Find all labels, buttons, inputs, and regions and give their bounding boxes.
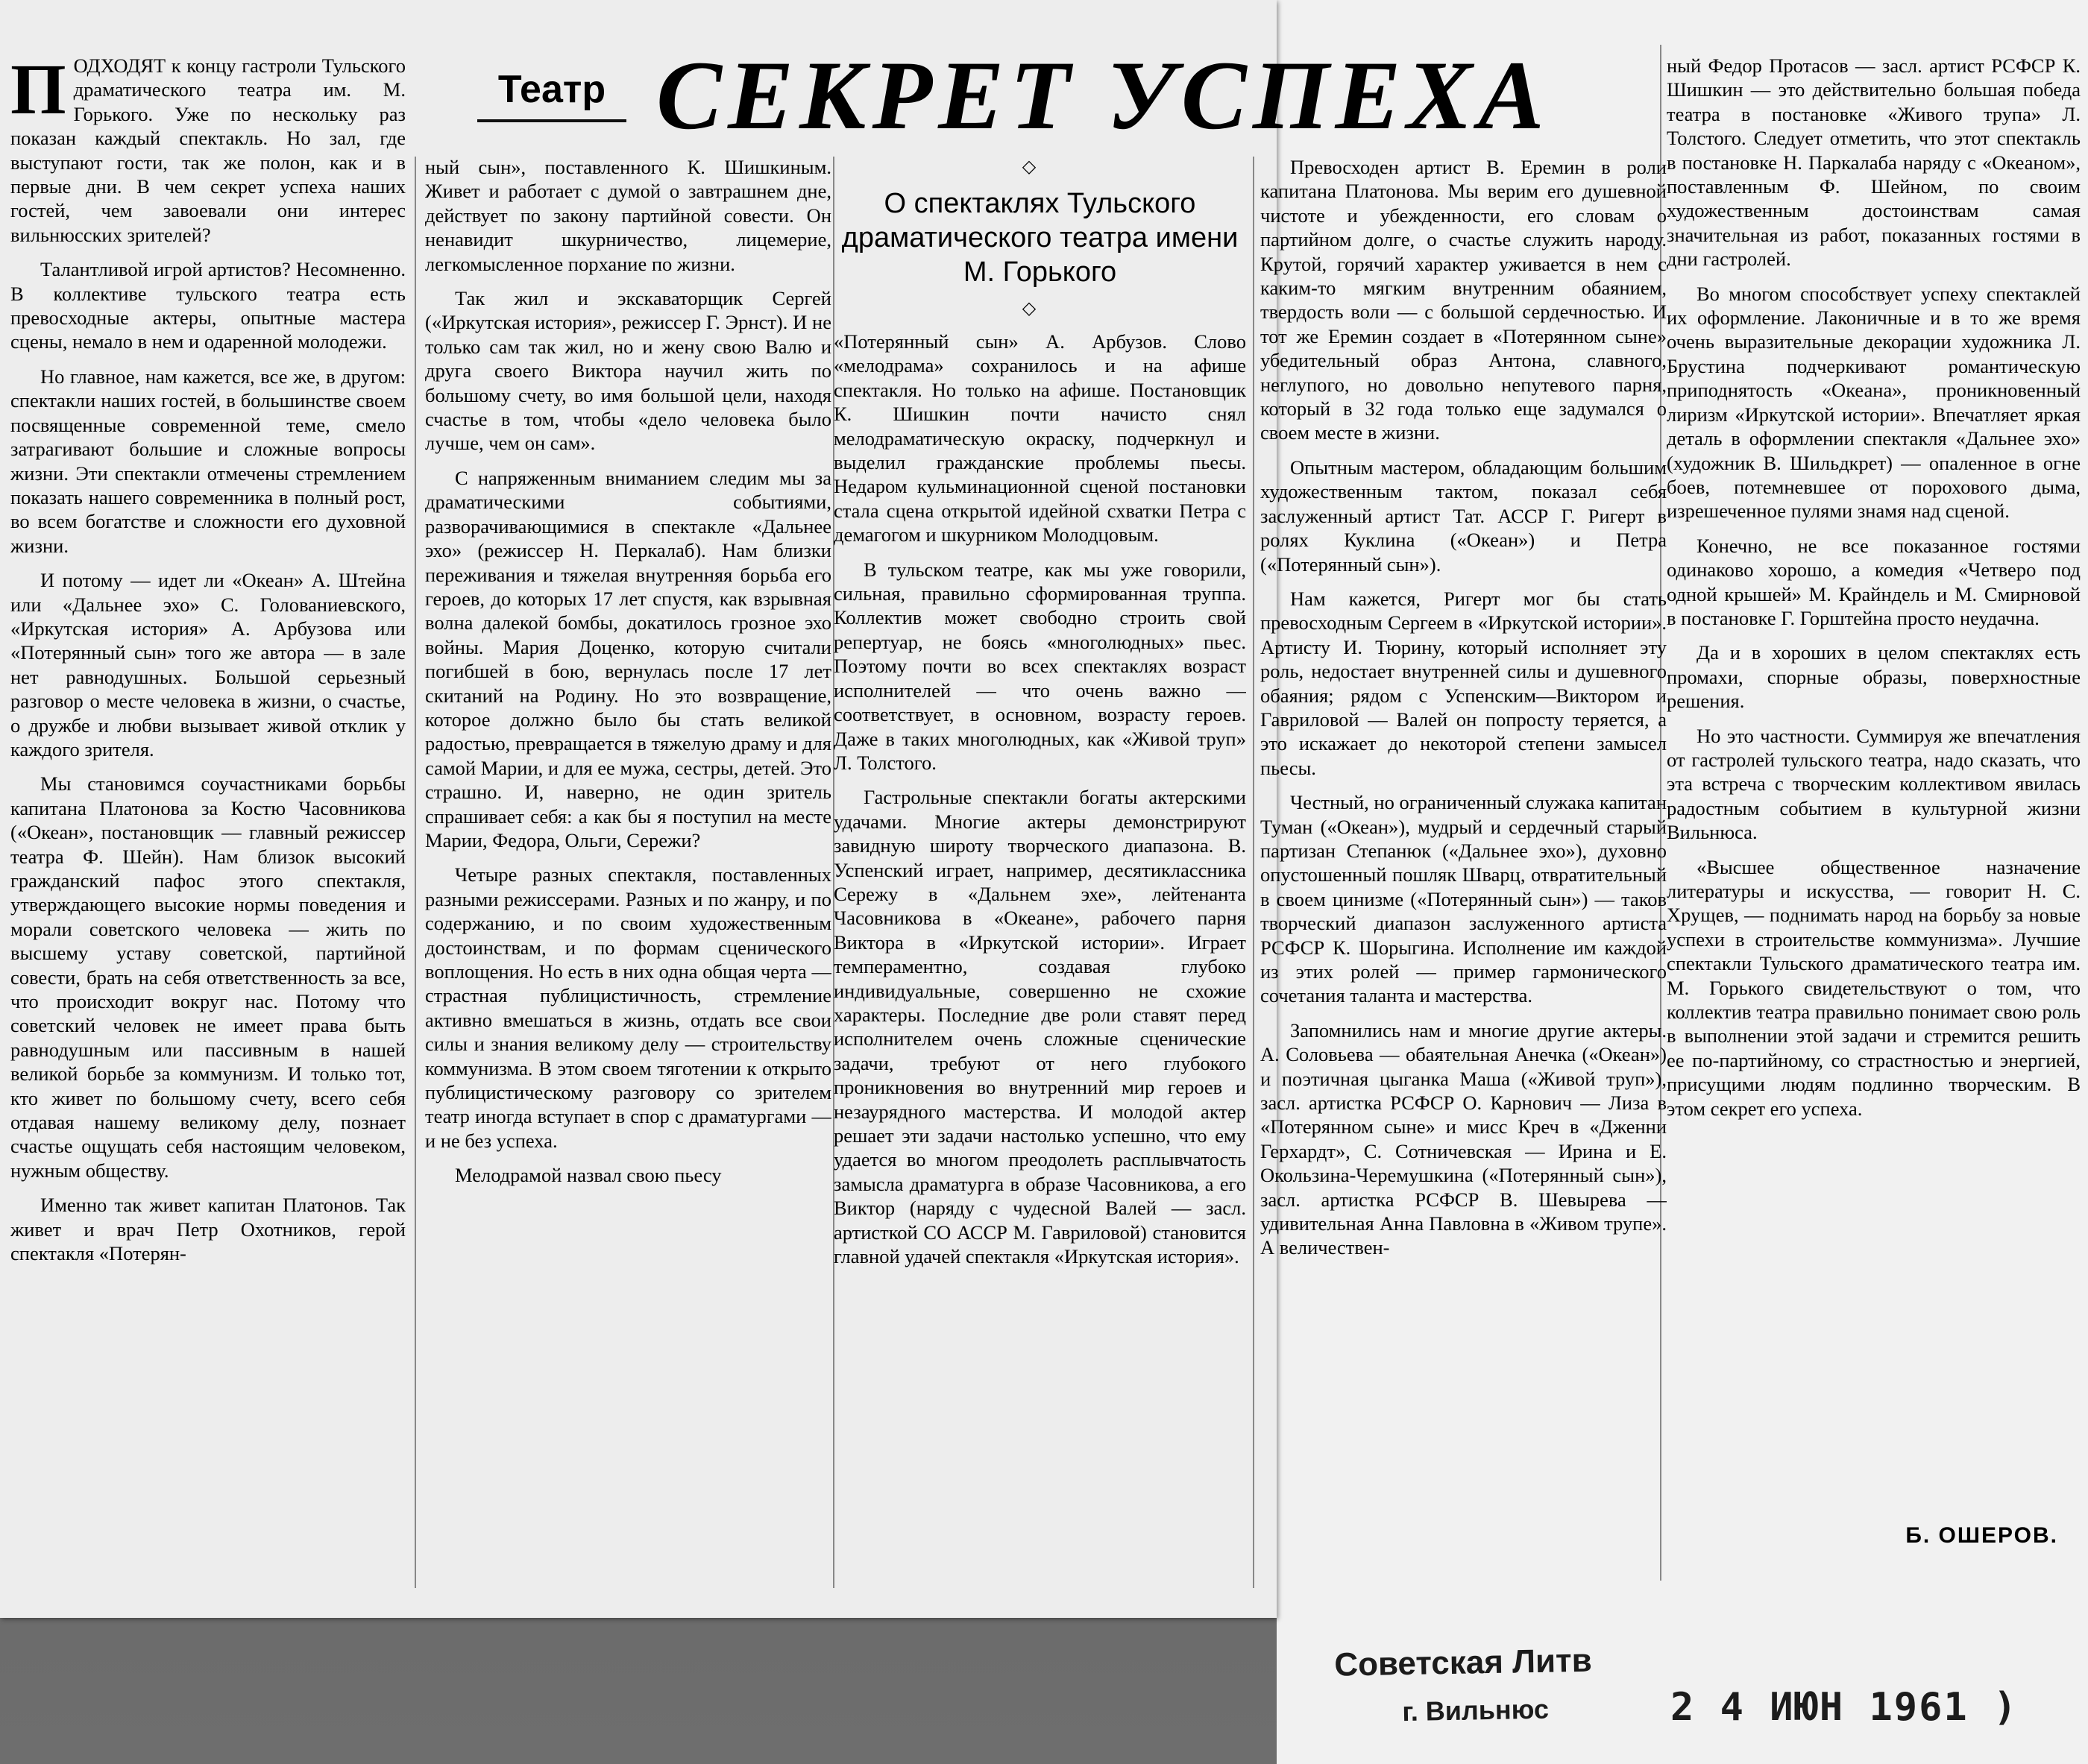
ornament-diamond-icon: ◇ — [1022, 156, 1037, 177]
article-column-2 — [425, 155, 831, 1609]
article-column-1 — [10, 54, 406, 1612]
paragraph: Превосходен артист В. Еремин в роли капитана Платонова. Мы верим его душевной чистоте и убежденности, его словам о партийном долге, о счастье служить народу. Крутой, горячий характер уживается в нем с каким-то мягким внутренним обаянием, твердость воли — с большой сердечностью. И тот же Еремин создает в «Потерянном сыне» убедительный образ Антона, славного, неглупого, но довольно непутевого парня, который в 32 года только еще задумался о своем месте в жизни. — [1260, 156, 1667, 444]
paragraph: Мелодрамой назвал свою пьесу — [455, 1164, 722, 1187]
column-divider — [415, 157, 416, 1588]
paragraph: Нам кажется, Ригерт мог бы стать превосходным Сергеем в «Иркутской истории». Артисту И. Тюрину, который исполняет эту роль, недостает внутренней силы и душевного обаяния; рядом с Успенским—Виктором и Гавриловой — Валей он попросту теряется, а это искажает до некоторой степени замысел пьесы. — [1260, 587, 1667, 779]
ornament-diamond-icon: ◇ — [1022, 297, 1037, 318]
article-column-4 — [1260, 155, 1667, 1609]
drop-cap: П — [10, 54, 66, 129]
paragraph: Так жил и экскаваторщик Сергей («Иркутская история», режиссер Г. Эрнст). И не только сам так жил, но и жену свою Валю и друга своего Виктора научил жить по большому счету, во имя большой цели, находя счастье в том, чтобы «дело человека было лучше, чем он сам». — [425, 287, 831, 455]
paragraph: Именно так живет капитан Платонов. Так живет и врач Петр Охотников, герой спектакля «Потерян- — [10, 1194, 406, 1265]
article-column-3 — [834, 330, 1246, 1612]
paragraph: Но это частности. Суммируя же впечатления от гастролей тульского театра, надо сказать, что эта встреча с творческим коллективом явилась радостным событием в культурной жизни Вильнюса. — [1667, 724, 2081, 844]
paragraph: ный Федор Протасов — засл. артист РСФСР К. Шишкин — это действительно большая победа театра в постановке «Живого трупа» Л. Толстого. Следует отметить, что этот спектакль в постановке Н. Паркалаба наряду с «Океаном», поставленным Ф. Шейном, по своим художественным достоинствам самая значительная из работ, показанных гостями в дни гастролей. — [1667, 54, 2081, 271]
author-signature: Б. ОШЕРОВ. — [1905, 1523, 2058, 1548]
paragraph: ный сын», поставленного К. Шишкиным. Живет и работает с думой о завтрашнем дне, действует по закону партийной совести. Он ненавидит шкурничество, лицемерие, легкомысленное порхание по жизни. — [425, 156, 831, 275]
column-divider — [1253, 157, 1254, 1588]
paragraph: «Высшее общественное назначение литературы и искусства, — говорит Н. С. Хрущев, — поднимать народ на борьбу за новые успехи в строительстве коммунизма». Лучшие спектакли Тульского драматического театра им. М. Горького свидетельствуют о том, что коллектив театра правильно понимает свою роль в выполнении этой задачи и стремится решить ее по-партийному, со страстностью и энергией, присущими людям подлинно творческим. В этом секрет его успеха. — [1667, 855, 2081, 1120]
paragraph: И потому — идет ли «Океан» А. Штейна или «Дальнее эхо» С. Голованиевского, «Иркутская история» А. Арбузова или «Потерянный сын» того же автора — в зале нет равнодушных. Большой серьезный разговор о месте человека в жизни, о счастье, о дружбе и любви вызывает живой отклик у каждого зрителя. — [10, 569, 406, 760]
paragraph: Четыре разных спектакля, поставленных разными режиссерами. Разных и по жанру, и по содержанию, и по своим художественным достоинствам, и по формам сценического воплощения. Но есть в них одна общая черта — страстная публицистичность, стремление активно вмешаться в жизнь, отдать все свои силы и знания великому делу — строительству коммунизма. В этом своем тяготении к открыто публицистическому разговору со зрителем театр иногда вступает в спор с драматургами — и не без успеха. — [425, 863, 831, 1152]
paragraph: Во многом способствует успеху спектаклей их оформление. Лаконичные и в то же время очень выразительные декорации художника Л. Брустина подчеркивают романтическую приподнятость «Океана», проникновенный лиризм «Иркутской истории». Впечатляет яркая деталь в оформлении спектакля «Дальнее эхо» (художник В. Шильдкрет) — опаленное в огне боев, потемневшее от порохового дыма, изрешеченное пулями знамя над сценой. — [1667, 282, 2081, 523]
lead-text: ОДХОДЯТ к концу гастроли Тульского драматического театра им. М. Горького. Уже по нескольку раз показан каждый спектакль. Но зал, где выступают гости, так же полон, как и в первые дни. В чем секрет успеха наших гостей, чем завоевали они интерес вильнюсских зрителей? — [10, 54, 406, 246]
paragraph: Но главное, нам кажется, все же, в другом: спектакли наших гостей, в большинстве своем посвященные современной теме, смело затрагивают большие и сложные вопросы жизни. Эти спектакли отмечены стремлением показать нашего современника в полный рост, во всем богатстве и сложности его духовной жизни. — [10, 365, 406, 557]
paragraph: Опытным мастером, обладающим большим художественным тактом, показал себя заслуженный артист Тат. АССР Г. Ригерт в ролях Куклина («Океан») и Петра («Потерянный сын»). — [1260, 456, 1667, 576]
stamp-city: г. Вильнюс — [1402, 1693, 1550, 1727]
paragraph: С напряженным вниманием следим мы за драматическими событиями, разворачивающимися в спектакле «Дальнее эхо» (режиссер Н. Перкалаб). Нам близки переживания и тяжелая внутренняя борьба его героев, до которых 17 лет спустя, как взрывная волна далекой бомбы, докатилось грозное эхо войны. Мария Доценко, которую считали погибшей в бою, вернулась после 17 лет скитаний на Родину. Но это возвращение, которое должно было бы стать великой радостью, превращается в тяжелую драму и для самой Марии, и для ее мужа, сестры, детей. Это страшно. И, наверно, не один зритель спрашивает себя: а как бы я поступил на месте Марии, Федора, Ольги, Сережи? — [425, 466, 831, 851]
paragraph: В тульском театре, как мы уже говорили, сильная, правильно сформированная труппа. Коллектив может свободно строить свой репертуар, не боясь «многолюдных» пьес. Поэтому почти во всех спектаклях возраст исполнителей — что очень важно — соответствует, в основном, возрасту героев. Даже в таких многолюдных, как «Живой труп» Л. Толстого. — [834, 558, 1246, 774]
paragraph: Конечно, не все показанное гостями одинаково хорошо, а комедия «Четверо под одной крышей» М. Крайндель и М. Смирновой в постановке Г. Горштейна просто неудачна. — [1667, 534, 2081, 629]
stamp-newspaper-name: Советская Литв — [1333, 1642, 1593, 1683]
paragraph: Талантливой игрой артистов? Несомненно. В коллективе тульского театра есть превосходные актеры, опытные мастера сцены, немало в нем и одаренной молодежи. — [10, 258, 406, 353]
paragraph: Запомнились нам и многие другие актеры. А. Соловьева — обаятельная Анечка («Океан») и поэтичная цыганка Маша («Живой труп»), засл. артистка РСФСР О. Карнович — Лиза в «Потерянном сыне» и мисс Креч в «Дженни Герхардт», С. Сотничевская — Ирина и Е. Окользина-Черемушкина («Потерянный сын»), засл. артистка РСФСР В. Шевырева — удивительная Анна Павловна в «Живом трупе». А величествен- — [1260, 1018, 1667, 1259]
newspaper-stamp — [1334, 1637, 1649, 1747]
paragraph: Честный, но ограниченный служака капитан Туман («Океан»), мудрый и сердечный старый партизан Степанюк («Дальнее эхо»), духовно опустошенный пошляк Шварц, отвратительный в своем цинизме («Потерянный сын») — таков творческий диапазон заслуженного артиста РСФСР К. Шорыгина. Исполнение им каждой из этих ролей — пример гармонического сочетания таланта и мастерства. — [1260, 791, 1667, 1007]
paragraph: «Потерянный сын» А. Арбузов. Слово «мелодрама» сохранилось и на афише спектакля. Но только на афише. Постановщик К. Шишкин почти начисто снял мелодраматическую окраску, подчеркнул и выделил гражданские проблемы пьесы. Недаром кульминационной сценой постановки стала сцена открытой идейной схватки Петра с демагогом и шкурником Молодцовым. — [834, 330, 1246, 546]
lead-paragraph — [10, 54, 406, 247]
paragraph: Мы становимся соучастниками борьбы капитана Платонова за Костю Часовникова («Океан», постановщик — главный режиссер театра Ф. Шейн). Нам близок высокий гражданский пафос этого спектакля, утверждающего высокие нормы поведения и морали советского человека — жить по высшему уставу советской, партийной совести, брать на себя ответственность за все, что происходит вокруг нас. Потому что советский человек не имеет права быть равнодушным или пассивным в нашей великой борьбе за коммунизм. И только тот, кто живет по большому счету, всего себя отдавая нашему великому делу, познает счастье ощущать себя настоящим человеком, нужным обществу. — [10, 772, 406, 1182]
article-column-5 — [1667, 54, 2081, 1575]
article-subtitle: О спектаклях Тульского драматического театра имени М. Горького — [841, 188, 1239, 288]
rubric-label: Театр — [477, 60, 626, 122]
article-headline: СЕКРЕТ УСПЕХА — [656, 40, 1550, 150]
paragraph: Гастрольные спектакли богаты актерскими удачами. Многие актеры демонстрируют завидную широту творческого диапазона. В. Успенский играет, например, десятиклассника Сережу в «Дальнем эхе», лейтенанта Часовникова в «Океане», рабочего парня Виктора в «Иркутской истории». Играет темпераментно, создавая глубоко индивидуальные, совершенно не схожие характеры. Последние две роли ставят перед исполнителем очень сложные сценические задачи, требуют от него глубокого проникновения во внутренний мир героев и незаурядного мастерства. И молодой актер решает эти задачи настолько успешно, что ему удается во многом преодолеть расплывчатость замысла драматурга в образе Часовникова, а его Виктор (наряду с чудесной Валей — засл. артисткой СО АССР М. Гавриловой) становится главной удачей спектакля «Иркутская история». — [834, 786, 1246, 1268]
date-stamp: 2 4 ИЮН 1961 ) — [1670, 1685, 2019, 1730]
paragraph: Да и в хороших в целом спектаклях есть промахи, спорные образы, поверхностные решения. — [1667, 641, 2081, 713]
